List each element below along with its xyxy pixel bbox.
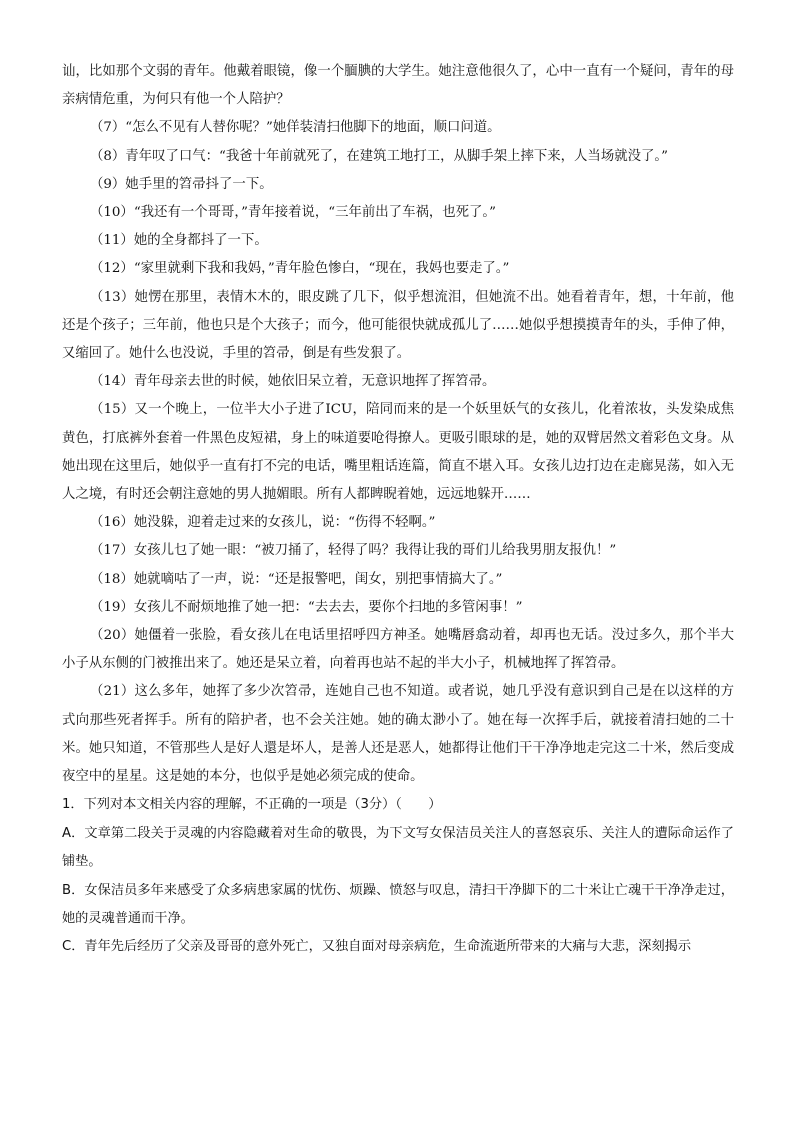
option-b: B．女保洁员多年来感受了众多病患家属的忧伤、烦躁、愤怒与叹息，清扫干净脚下的二十米让亡魂干干净净走过，她的灵魂普通而干净。 xyxy=(62,882,734,926)
paragraph-16: （16）她没躲，迎着走过来的女孩儿，说：“伤得不轻啊。” xyxy=(90,515,436,531)
paragraph-18: （18）她就嘀咕了一声，说：“还是报警吧，闺女，别把事情搞大了。” xyxy=(90,571,503,587)
option-a: A．文章第二段关于灵魂的内容隐藏着对生命的敬畏，为下文写女保洁员关注人的喜怒哀乐、关注人的遭际命运作了铺垫。 xyxy=(62,825,734,870)
question-stem: 1．下列对本文相关内容的理解，不正确的一项是（3分）（ ） xyxy=(62,797,442,813)
story-continuation: 讪，比如那个文弱的青年。他戴着眼镜，像一个腼腆的大学生。她注意他很久了，心中一直有一个疑问，青年的母亲病情危重，为何只有他一个人陪护？ xyxy=(62,64,734,108)
paragraph-14: （14）青年母亲去世的时候，她依旧呆立着，无意识地挥了挥笤帚。 xyxy=(90,374,496,390)
paragraph-15: （15）又一个晚上，一位半大小子进了ICU，陪同而来的是一个妖里妖气的女孩儿，化着浓妆，头发染成焦黄色，打底裤外套着一件黑色皮短裙，身上的味道要呛得撩人。更吸引眼球的是，她的双臂居然文着彩色文身。从她出现在这里后，她似乎一直有打不完的电话，嘴里粗话连篇，简直不堪入耳。女孩儿边打边在走廊晃荡，如入无人之境，有时还会朝注意她的男人抛媚眼。所有人都睥睨着她，远远地躲开…… xyxy=(62,402,734,503)
paragraph-20: （20）她僵着一张脸，看女孩儿在电话里招呼四方神圣。她嘴唇翕动着，却再也无话。没过多久，那个半大小子从东侧的门被推出来了。她还是呆立着，向着再也站不起的半大小子，机械地挥了挥笤帚。 xyxy=(62,628,734,672)
paragraph-12: （12）“家里就剩下我和我妈，”青年脸色惨白，“现在，我妈也要走了。” xyxy=(90,261,510,277)
paragraph-10: （10）“我还有一个哥哥，”青年接着说，“三年前出了车祸，也死了。” xyxy=(90,205,496,221)
story-text xyxy=(62,58,734,791)
paragraph-7: （7）“怎么不见有人替你呢？”她佯装清扫他脚下的地面，顺口问道。 xyxy=(90,120,501,136)
option-c: C．青年先后经历了父亲及哥哥的意外死亡，又独自面对母亲病危，生命流逝所带来的大痛与大悲，深刻揭示 xyxy=(62,939,692,955)
paragraph-17: （17）女孩儿乜了她一眼：“被刀捅了，轻得了吗？我得让我的哥们儿给我男朋友报仇！” xyxy=(90,543,617,559)
question-section xyxy=(62,791,734,961)
paragraph-11: （11）她的全身都抖了一下。 xyxy=(90,233,268,249)
paragraph-19: （19）女孩儿不耐烦地推了她一把：“去去去，要你个扫地的多管闲事！” xyxy=(90,599,523,615)
document-page xyxy=(62,58,734,962)
paragraph-13: （13）她愣在那里，表情木木的，眼皮跳了几下，似乎想流泪，但她流不出。她看着青年，想，十年前，他还是个孩子；三年前，他也只是个大孩子；而今，他可能很快就成孤儿了……她似乎想摸摸青年的头，手伸了伸，又缩回了。她什么也没说，手里的笤帚，倒是有些发狠了。 xyxy=(62,289,734,362)
paragraph-8: （8）青年叹了口气：“我爸十年前就死了，在建筑工地打工，从脚手架上摔下来，人当场就没了。” xyxy=(90,148,668,164)
paragraph-9: （9）她手里的笤帚抖了一下。 xyxy=(90,176,273,192)
paragraph-21: （21）这么多年，她挥了多少次笤帚，连她自己也不知道。或者说，她几乎没有意识到自己是在以这样的方式向那些死者挥手。所有的陪护者，也不会关注她。她的确太渺小了。她在每一次挥手后，就接着清扫她的二十米。她只知道，不管那些人是好人還是坏人，是善人还是恶人，她都得让他们干干净净地走完这二十米，然后变成夜空中的星星。这是她的本分，也似乎是她必须完成的使命。 xyxy=(62,684,734,785)
